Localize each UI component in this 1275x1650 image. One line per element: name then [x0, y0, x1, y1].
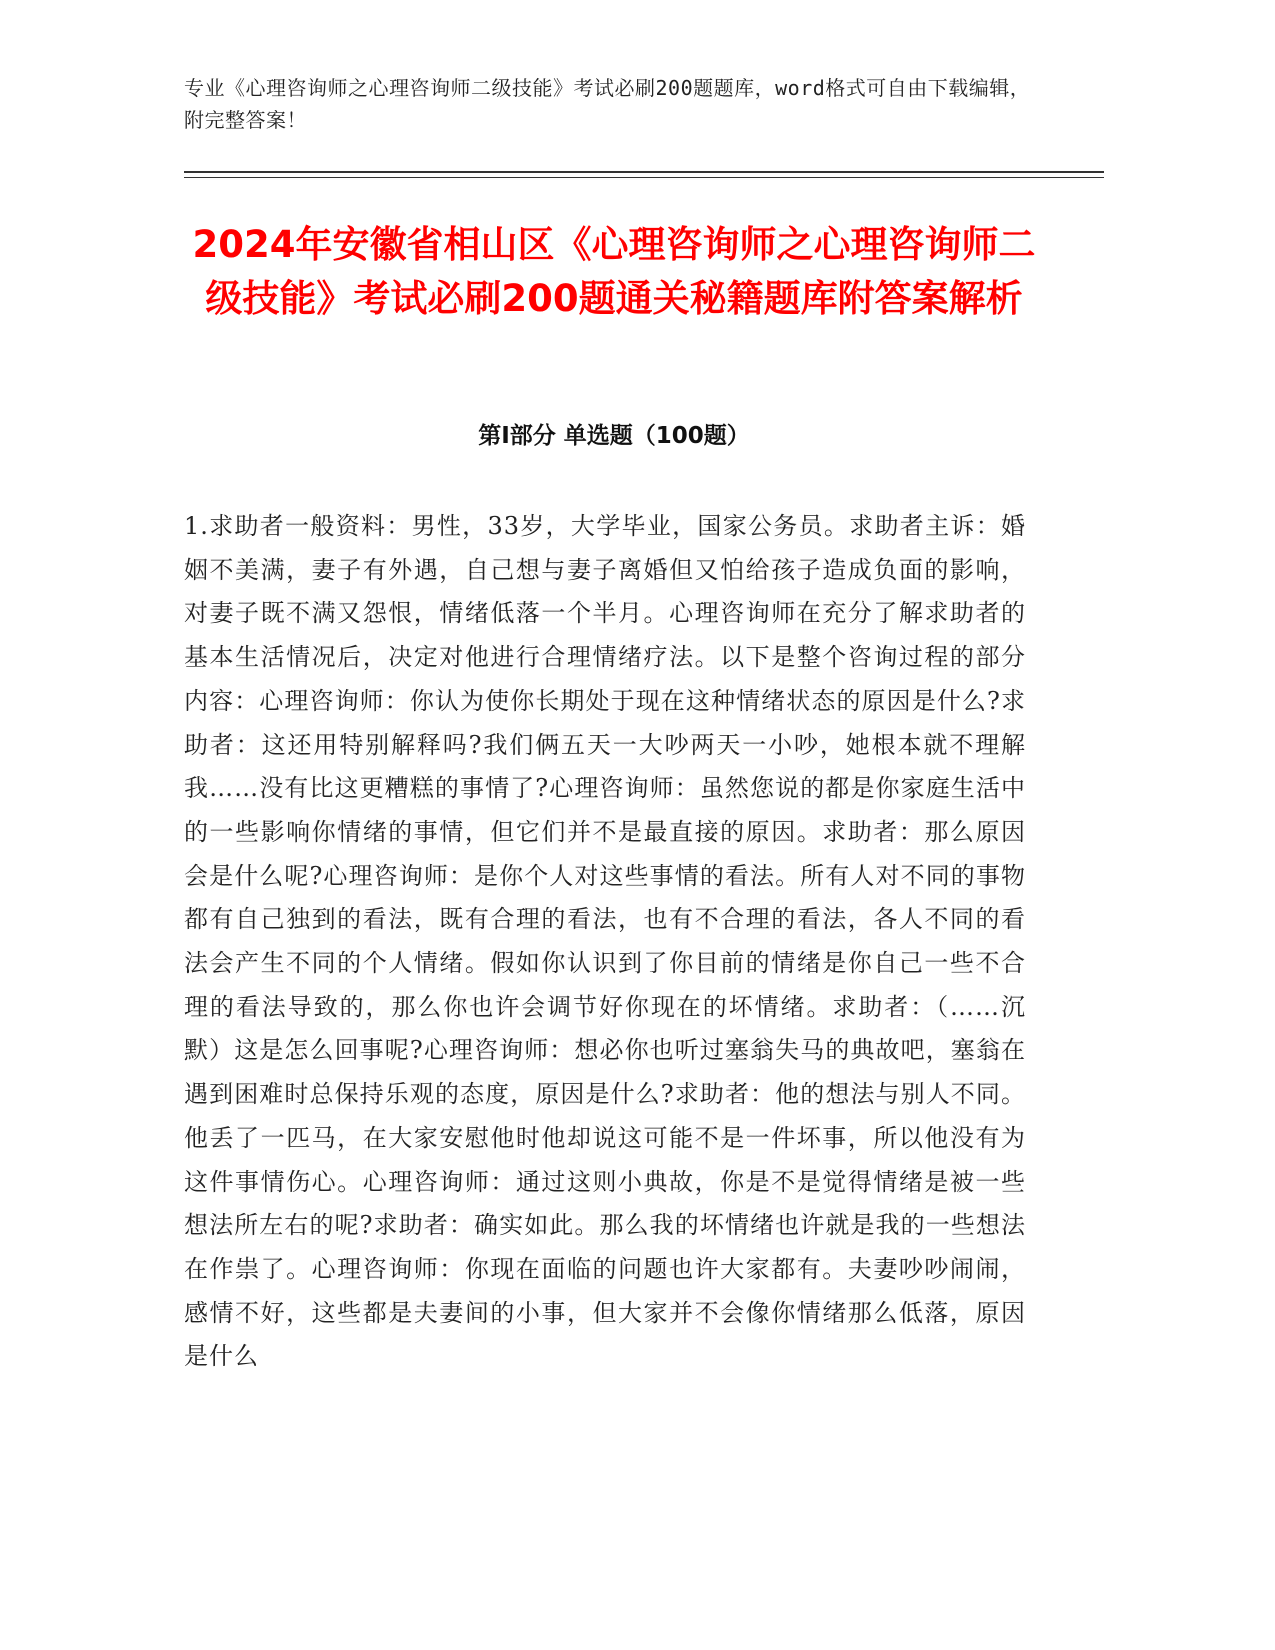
header-note: 专业《心理咨询师之心理咨询师二级技能》考试必刷200题题库，word格式可自由下载编辑，附完整答案！ — [184, 76, 1031, 132]
question-1-text: 1.求助者一般资料：男性，33岁，大学毕业，国家公务员。求助者主诉：婚姻不美满，妻子有外遇，自己想与妻子离婚但又怕给孩子造成负面的影响，对妻子既不满又怨恨，情绪低落一个半月。心理咨询师在充分了解求助者的基本生活情况后，决定对他进行合理情绪疗法。以下是整个咨询过程的部分内容：心理咨询师：你认为使你长期处于现在这种情绪状态的原因是什么?求助者：这还用特别解释吗?我们俩五天一大吵两天一小吵，她根本就不理解我……没有比这更糟糕的事情了?心理咨询师：虽然您说的都是你家庭生活中的一些影响你情绪的事情，但它们并不是最直接的原因。求助者：那么原因会是什么呢?心理咨询师：是你个人对这些事情的看法。所有人对不同的事物都有自己独到的看法，既有合理的看法，也有不合理的看法，各人不同的看法会产生不同的个人情绪。假如你认识到了你目前的情绪是你自己一些不合理的看法导致的，那么你也许会调节好你现在的坏情绪。求助者：（……沉默）这是怎么回事呢?心理咨询师：想必你也听过塞翁失马的典故吧，塞翁在遇到困难时总保持乐观的态度，原因是什么?求助者：他的想法与别人不同。他丢了一匹马，在大家安慰他时他却说这可能不是一件坏事，所以他没有为这件事情伤心。心理咨询师：通过这则小典故，你是不是觉得情绪是被一些想法所左右的呢?求助者：确实如此。那么我的坏情绪也许就是我的一些想法在作祟了。心理咨询师：你现在面临的问题也许大家都有。夫妻吵吵闹闹，感情不好，这些都是夫妻间的小事，但大家并不会像你情绪那么低落，原因是什么 — [184, 512, 1026, 1371]
section-heading: 第Ⅰ部分 单选题（100题） — [478, 423, 750, 449]
header-divider-thick — [184, 171, 1104, 173]
document-title: 2024年安徽省相山区《心理咨询师之心理咨询师二级技能》考试必刷200题通关秘籍题库附答案解析 — [192, 223, 1036, 320]
header-divider-thin — [184, 177, 1104, 178]
